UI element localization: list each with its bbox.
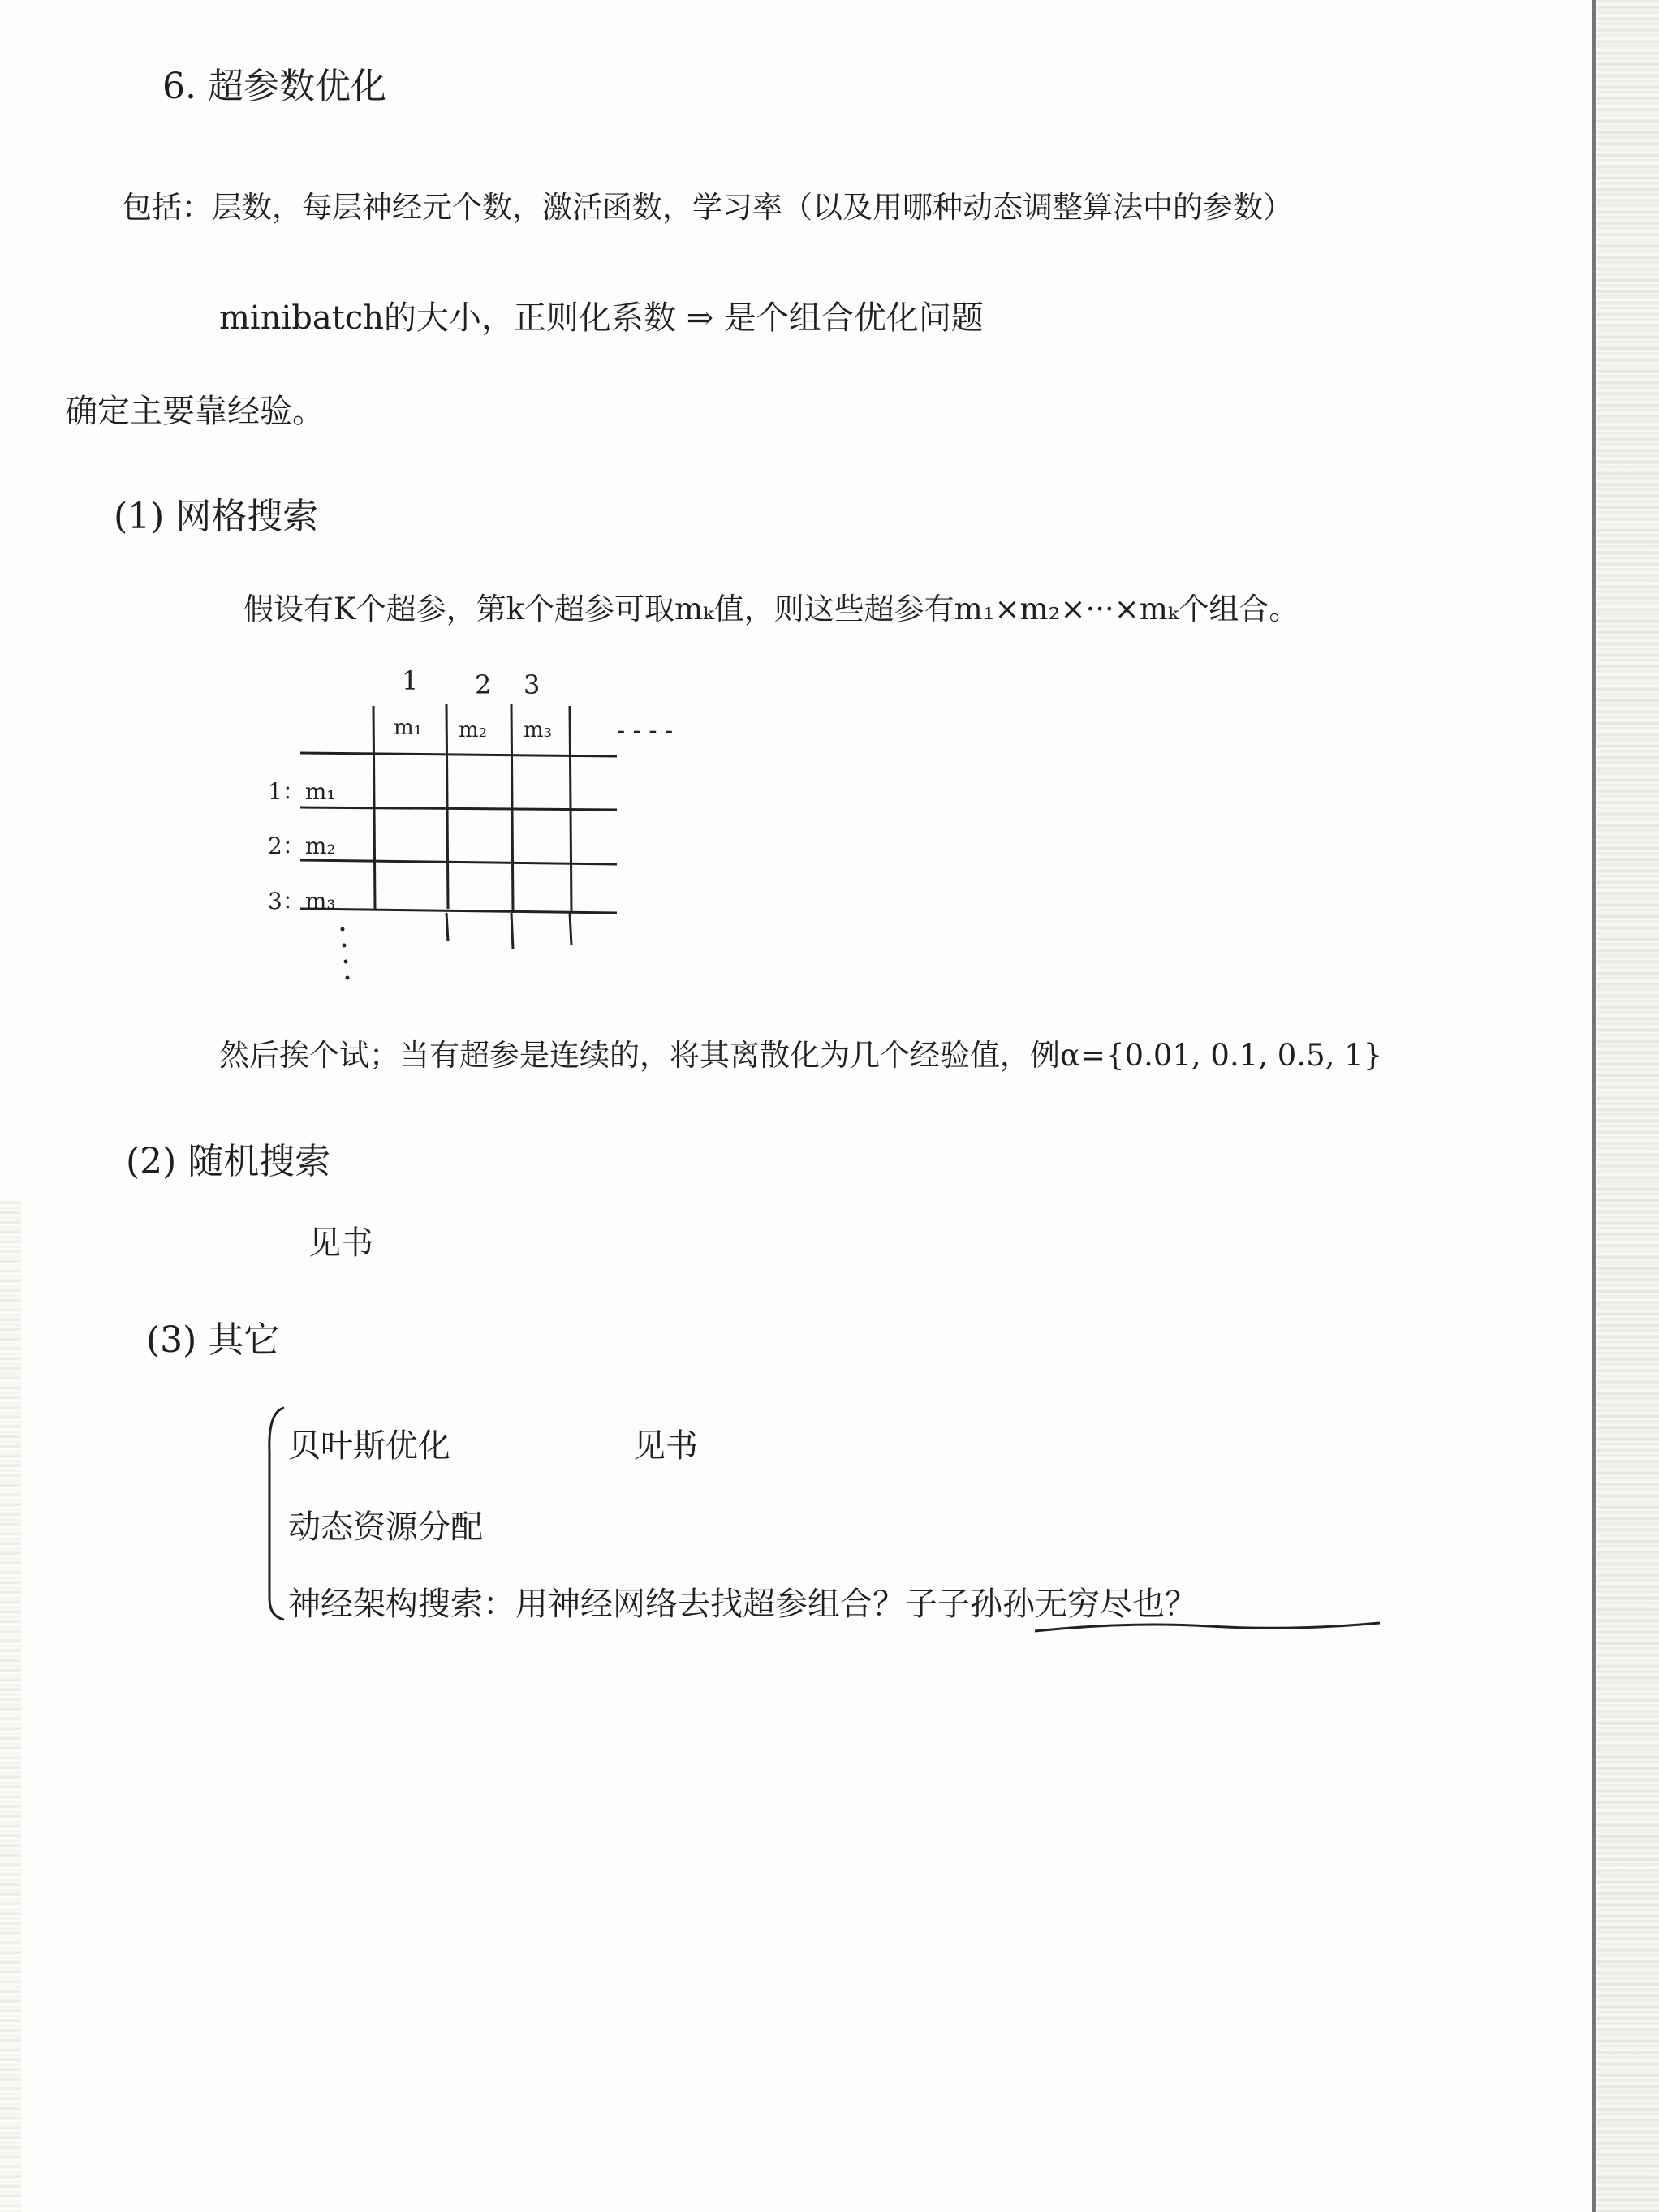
- scan-speckle: [0, 1201, 21, 2212]
- grid-col-label: m₂: [459, 718, 488, 742]
- section-title: 6. 超参数优化: [162, 66, 386, 107]
- other-item-note: 见书: [633, 1427, 698, 1465]
- grid-col-label: m₁: [394, 716, 423, 740]
- grid-col-label: m₃: [524, 718, 553, 742]
- intro-line-2: minibatch的大小，正则化系数 ⇒ 是个组合优化问题: [219, 299, 984, 337]
- grid-col-number: 2: [475, 669, 492, 700]
- grid-ellipsis: - - - -: [617, 717, 674, 745]
- random-search-heading: (2) 随机搜索: [126, 1141, 331, 1182]
- random-search-note: 见书: [308, 1224, 373, 1262]
- handwritten-underline: [1031, 1615, 1388, 1639]
- intro-line-3: 确定主要靠经验。: [65, 393, 325, 430]
- other-item-label: 神经架构搜索：用神经网络去找超参组合？子子孙孙无穷尽也？: [288, 1586, 1197, 1623]
- grid-col-number: 1: [402, 665, 419, 696]
- grid-search-description: 假设有K个超参，第k个超参可取mₖ值，则这些超参有m₁×m₂×···×mₖ个组合。: [243, 592, 1299, 626]
- other-item-label: 动态资源分配: [288, 1508, 483, 1546]
- grid-col-number: 3: [524, 669, 541, 700]
- grid-search-heading: (1) 网格搜索: [114, 496, 319, 537]
- grid-row-label: 2：m₂: [268, 833, 336, 859]
- grid-row-label: 3：m₃: [268, 888, 336, 914]
- grid-search-followup: 然后挨个试；当有超参是连续的，将其离散化为几个经验值，例α={0.01, 0.1, 0.5, 1}: [219, 1038, 1383, 1073]
- grid-search-sketch: [260, 665, 763, 990]
- other-heading: (3) 其它: [146, 1319, 280, 1361]
- grid-row-label: 1：m₁: [268, 778, 336, 805]
- paper-edge: [1597, 0, 1659, 2212]
- paper-edge-line: [1592, 0, 1596, 2212]
- intro-line-1: 包括：层数，每层神经元个数，激活函数，学习率（以及用哪种动态调整算法中的参数）: [122, 190, 1293, 225]
- other-item-label: 贝叶斯优化: [288, 1427, 450, 1465]
